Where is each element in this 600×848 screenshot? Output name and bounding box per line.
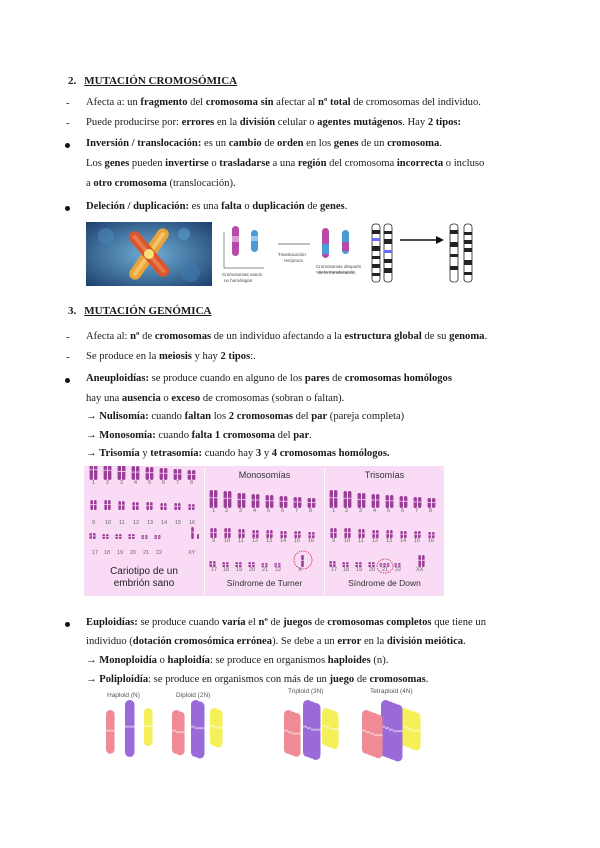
chromosome-band xyxy=(368,564,371,565)
chromosome-pink xyxy=(292,713,301,757)
chromosome-band xyxy=(252,533,255,534)
chromosome-band xyxy=(284,534,287,535)
chromosome-band xyxy=(141,537,144,538)
trisomy-karyotype-chromosomes xyxy=(325,466,444,576)
chromosome-band xyxy=(235,564,238,565)
bullet-dot xyxy=(65,143,70,148)
chromosome-band xyxy=(178,473,181,474)
label-translocation-sub: recíproca xyxy=(284,258,303,263)
chromosome-band xyxy=(298,501,301,502)
chromosome-band xyxy=(362,499,365,500)
trisomy-title: Trisomías xyxy=(364,470,405,480)
label-after-translocation-sub: de la translocación xyxy=(318,270,356,275)
chromosome-band xyxy=(146,505,149,506)
s2-inversion-line-2: Los genes pueden invertirse o trasladarse a una región del cromosoma incorrecta o incluso xyxy=(86,158,485,169)
chromosome-band xyxy=(386,533,389,534)
chromosome-y xyxy=(197,534,199,539)
chromosome-band xyxy=(418,501,421,502)
chromosome-band xyxy=(164,473,167,474)
chromosome xyxy=(386,495,389,508)
dash-bullet: - xyxy=(66,331,70,343)
chromosome-band xyxy=(150,472,153,473)
chromosome xyxy=(280,496,283,508)
chromosome xyxy=(242,493,245,508)
chromosome-band xyxy=(192,506,195,507)
centromere xyxy=(292,733,301,735)
chromosome-band xyxy=(94,469,97,470)
chromosome-band xyxy=(252,500,255,501)
s2-deletion-line: Deleción / duplicación: es una falta o duplicación de genes. xyxy=(86,201,348,212)
chromosome xyxy=(160,468,163,480)
label-after-translocation: Cromosomas después xyxy=(316,264,362,269)
chromosome-pink xyxy=(374,715,383,759)
chromosome-band xyxy=(136,505,139,506)
karyotype-figure xyxy=(84,466,444,596)
chromosome-band xyxy=(330,532,333,533)
chromosome xyxy=(301,555,304,567)
chromosome xyxy=(228,491,231,508)
chromosome-band xyxy=(358,533,361,534)
chromosome-band xyxy=(266,533,269,534)
s3-meiosis-line: Se produce en la meiosis y hay 2 tipos:. xyxy=(86,351,256,362)
chromosome-band xyxy=(102,536,105,537)
chromosome-band xyxy=(132,472,135,473)
dash-bullet: - xyxy=(66,351,70,363)
chromosome-band xyxy=(342,564,345,565)
polyploidy-line: → Poliploidía: se produce en organismos con más de un juego de cromosomas. xyxy=(86,674,429,685)
chromosome-band xyxy=(228,498,231,499)
chromosome xyxy=(256,494,259,508)
chromosome-violet xyxy=(393,705,403,762)
section-3-heading: 3. MUTACIÓN GENÓMICA xyxy=(68,305,212,317)
chromosome-band xyxy=(376,533,379,534)
chromosome-band xyxy=(228,532,231,533)
chromosome-band xyxy=(210,532,213,533)
deletion-duplication-diagram xyxy=(368,222,478,286)
nulisomy-line: → Nulisomía: cuando faltan los 2 cromosomas del par (pareja completa) xyxy=(86,411,405,422)
chromosome-band xyxy=(222,564,225,565)
chromosome-band xyxy=(89,535,92,536)
chromosome-band xyxy=(213,563,216,564)
chromosome xyxy=(146,467,149,480)
chromosome-band xyxy=(192,474,195,475)
chromosome xyxy=(108,466,111,480)
trisomy-karyotype-panel: Trisomías 1 2 3 4 5 6 7 8 9 10 11 12 13 14 15 16 17 18 19 20 21 22 XX Síndrome de Down xyxy=(325,466,444,596)
chromosome xyxy=(136,466,139,480)
chromosome-band xyxy=(214,532,217,533)
chromosome xyxy=(298,497,301,508)
chromosome-violet xyxy=(311,703,321,760)
centromere xyxy=(214,727,223,729)
chromosome-band xyxy=(394,565,397,566)
chromosome-band xyxy=(344,498,347,499)
monosomy-karyotype-chromosomes xyxy=(205,466,324,576)
chromosome-band xyxy=(188,474,191,475)
chromosome-band xyxy=(146,472,149,473)
chromosome-band xyxy=(261,565,264,566)
centromere xyxy=(393,730,403,732)
euploidy-line-2: individuo (dotación cromosómica errónea). Se debe a un error en la división meiótica. xyxy=(86,636,466,647)
chromosome-band xyxy=(329,563,332,564)
chromosome-band xyxy=(422,560,425,561)
chromosome xyxy=(270,495,273,508)
chromosome-band xyxy=(308,534,311,535)
chromosome-band xyxy=(154,537,157,538)
chromosome-band xyxy=(380,565,383,566)
trisomy-line: → Trisomía y tetrasomía: cuando hay 3 y 4 cromosomas homólogos. xyxy=(86,448,390,459)
monoploidy-line: → Monoploidía o haploidía: se produce en organismos haploides (n). xyxy=(86,655,389,666)
chromosome-band xyxy=(346,564,349,565)
euploidy-line-1: Euploidías: se produce cuando varía el nº de juegos de cromosomas completos que tiene un xyxy=(86,617,486,628)
chromosome-band xyxy=(209,563,212,564)
chromosome-band xyxy=(108,470,111,471)
centromere xyxy=(144,725,153,727)
chromosome xyxy=(400,496,403,508)
banded-chromosomes-graphic xyxy=(368,222,478,286)
chromosome-band xyxy=(387,565,390,566)
chromosome xyxy=(174,469,177,480)
chromosome-band xyxy=(128,536,131,537)
chromosome xyxy=(418,497,421,508)
ploidy-figure xyxy=(100,690,440,770)
healthy-karyotype-panel: 1 2 3 4 5 6 7 8 9 10 11 12 13 14 15 16 17 18 19 20 21 22 XY Cariotipo de un embrión sano xyxy=(84,466,204,596)
s2-inversion-line-1: Inversión / translocación: es un cambio de orden en los genes de un cromosoma. xyxy=(86,138,442,149)
chromosome-band xyxy=(294,534,297,535)
dash-bullet: - xyxy=(66,117,70,129)
chromosome-band xyxy=(104,470,107,471)
chromosome xyxy=(164,468,167,480)
chromosome-band xyxy=(122,471,125,472)
chromosome-band xyxy=(158,537,161,538)
chromosome-band xyxy=(312,534,315,535)
centromere xyxy=(195,727,205,729)
chromosome-band xyxy=(330,497,333,498)
chromosome-band xyxy=(308,502,311,503)
chromosome-band xyxy=(188,506,191,507)
chromosome xyxy=(104,466,107,480)
chromosome-violet xyxy=(195,702,205,759)
chromosome-pink xyxy=(176,712,185,756)
chromosome-band xyxy=(248,564,251,565)
chromosome-band xyxy=(265,565,268,566)
chromosome-band xyxy=(376,500,379,501)
chromosome-band xyxy=(115,536,118,537)
chromosome-band xyxy=(278,565,281,566)
chromosome-band xyxy=(191,532,194,533)
chromosome xyxy=(284,496,287,508)
chromosome xyxy=(344,491,347,508)
chromosome-band xyxy=(386,500,389,501)
diploid-label: Diploid (2N) xyxy=(176,692,211,699)
translocation-diagram xyxy=(218,222,362,286)
label-translocation: Translocación xyxy=(278,252,306,257)
dash-bullet: - xyxy=(66,97,70,109)
turner-caption: Síndrome de Turner xyxy=(226,578,303,588)
triploid-label: Triploid (3N) xyxy=(288,688,324,695)
chromosome-band xyxy=(301,560,304,561)
chromosome-band xyxy=(132,536,135,537)
chromosome-band xyxy=(104,504,107,505)
chromosome xyxy=(122,466,125,480)
chromosome-band xyxy=(390,500,393,501)
s2-affects-line: Afecta a: un fragmento del cromosoma sin afectar al nº total de cromosomas del individuo. xyxy=(86,97,481,108)
chromosome-pink xyxy=(106,710,115,754)
monosomy-line: → Monosomía: cuando falta 1 cromosoma del par. xyxy=(86,430,312,441)
s2-inversion-line-3: a otro cromosoma (translocación). xyxy=(86,178,236,189)
chromosome-band xyxy=(242,533,245,534)
s2-causes-line: Puede producirse por: errores en la división celular o agentes mutágenos. Hay 2 tipos: xyxy=(86,117,462,128)
chromosome-band xyxy=(238,499,241,500)
chromosome-band xyxy=(428,502,431,503)
centromere xyxy=(311,729,321,731)
chromosome-band xyxy=(93,535,96,536)
aneuploidy-line-1: Aneuploidías: se produce cuando en alguno de los pares de cromosomas homólogos xyxy=(86,373,452,384)
chromosome-band xyxy=(164,506,167,507)
chromosome xyxy=(238,493,241,508)
chromosome-band xyxy=(398,565,401,566)
centromere xyxy=(106,730,115,732)
chromosome xyxy=(372,494,375,508)
chromosome xyxy=(150,467,153,480)
chromosome xyxy=(414,497,417,508)
chromosome-band xyxy=(119,536,122,537)
chromosome-band xyxy=(266,500,269,501)
chromosome xyxy=(132,466,135,480)
chromosome-band xyxy=(252,564,255,565)
chromosome-band xyxy=(334,532,337,533)
chromosome-photo xyxy=(86,222,212,286)
label-healthy-chromosomes-sub: no homólogos xyxy=(224,278,253,283)
chromosome-violet xyxy=(125,700,135,757)
centromere xyxy=(330,728,339,730)
tetraploid-label: Tetraploid (4N) xyxy=(370,688,413,695)
chromosome-band xyxy=(160,506,163,507)
centromere xyxy=(374,734,383,736)
chromosome xyxy=(358,493,361,508)
chromosome-band xyxy=(106,536,109,537)
chromosome-band xyxy=(414,501,417,502)
chromosome-band xyxy=(270,500,273,501)
chromosome-band xyxy=(174,506,177,507)
chromosome-band xyxy=(344,532,347,533)
chromosome xyxy=(224,491,227,508)
chromosome xyxy=(362,493,365,508)
chromosome-band xyxy=(400,534,403,535)
centromere xyxy=(176,731,185,733)
chromosome-band xyxy=(239,564,242,565)
monosomy-karyotype-panel: Monosomías 1 2 3 4 5 6 7 8 9 10 11 12 13 14 15 16 17 18 19 20 21 22 X Síndrome de Turner xyxy=(205,466,324,596)
chromosome-band xyxy=(284,501,287,502)
centromere xyxy=(412,730,421,732)
chromosome-band xyxy=(118,471,121,472)
chromosome-band xyxy=(256,500,259,501)
chromosome-band xyxy=(214,497,217,498)
chromosome-band xyxy=(428,534,431,535)
chromosome-band xyxy=(383,565,386,566)
chromosome xyxy=(334,490,337,508)
label-healthy-chromosomes: Cromosomas sanos xyxy=(222,272,263,277)
chromosome-band xyxy=(174,473,177,474)
chromosome xyxy=(252,494,255,508)
down-caption: Síndrome de Down xyxy=(348,578,421,588)
chromosome-band xyxy=(372,564,375,565)
chromosome-band xyxy=(432,502,435,503)
chromosome-band xyxy=(224,532,227,533)
chromosome-band xyxy=(414,534,417,535)
section-2-heading: 2. MUTACIÓN CROMOSÓMICA xyxy=(68,75,238,87)
chromosome-band xyxy=(90,504,93,505)
chromosome-band xyxy=(404,501,407,502)
chromosome xyxy=(294,497,297,508)
chromosome-band xyxy=(118,505,121,506)
chromosome-band xyxy=(418,560,421,561)
chromosome-band xyxy=(333,563,336,564)
healthy-karyotype-caption: Cariotipo de un embrión sano xyxy=(110,566,178,589)
chromosome-band xyxy=(358,499,361,500)
chromosome-band xyxy=(280,501,283,502)
chromosome-band xyxy=(400,501,403,502)
chromosome xyxy=(376,494,379,508)
chromosome-band xyxy=(359,564,362,565)
chromosome xyxy=(348,491,351,508)
haploid-label: Haploid (N) xyxy=(107,692,140,699)
chromosome-band xyxy=(90,469,93,470)
chromosome-band xyxy=(348,498,351,499)
chromosome xyxy=(94,466,97,480)
chromosome xyxy=(390,495,393,508)
chromosome-band xyxy=(348,532,351,533)
centromere xyxy=(125,726,135,728)
chromosome-band xyxy=(280,534,283,535)
chromosome-band xyxy=(150,505,153,506)
chromosome xyxy=(178,469,181,480)
chromosome-band xyxy=(226,564,229,565)
s3-affects-line: Afecta al: nº de cromosomas de un individuo afectando a la estructura global de su genoma. xyxy=(86,331,488,342)
chromosome-band xyxy=(274,565,277,566)
chromosome xyxy=(118,466,121,480)
chromosome-band xyxy=(224,498,227,499)
chromosome-band xyxy=(334,497,337,498)
chromosome-band xyxy=(122,505,125,506)
chromosome xyxy=(210,490,213,508)
chromosome-band xyxy=(270,533,273,534)
chromosome xyxy=(214,490,217,508)
aneuploidy-line-2: hay una ausencia o exceso de cromosomas (sobran o faltan). xyxy=(86,393,345,404)
chromosome xyxy=(404,496,407,508)
chromosome-band xyxy=(210,497,213,498)
chromosome-band xyxy=(418,534,421,535)
chromosome-band xyxy=(160,473,163,474)
chromosome xyxy=(90,466,93,480)
chromosome xyxy=(266,495,269,508)
chromosome-band xyxy=(136,472,139,473)
chromosome-band xyxy=(145,537,148,538)
chromosome-band xyxy=(298,534,301,535)
chromosome-band xyxy=(372,533,375,534)
chromosome-band xyxy=(94,504,97,505)
chromosome-band xyxy=(312,502,315,503)
chromosome-band xyxy=(404,534,407,535)
bullet-dot xyxy=(65,378,70,383)
chromosome-band xyxy=(132,505,135,506)
bullet-dot xyxy=(65,622,70,627)
bullet-dot xyxy=(65,206,70,211)
chromosome-photo-graphic xyxy=(86,222,212,286)
chromosome-band xyxy=(294,501,297,502)
chromosome-band xyxy=(372,500,375,501)
chromosome xyxy=(422,555,425,567)
chromosome-band xyxy=(355,564,358,565)
chromosome-band xyxy=(256,533,259,534)
chromosome xyxy=(191,527,194,539)
chromosome-band xyxy=(242,499,245,500)
chromosome-band xyxy=(238,533,241,534)
chromosome-band xyxy=(178,506,181,507)
chromosome xyxy=(418,555,421,567)
chromosome-band xyxy=(362,533,365,534)
monosomy-title: Monosomías xyxy=(238,470,291,480)
chromosome-band xyxy=(108,504,111,505)
chromosome-band xyxy=(432,534,435,535)
chromosome-band xyxy=(390,533,393,534)
chromosome xyxy=(330,490,333,508)
ploidy-chromosomes-graphic xyxy=(100,700,440,770)
